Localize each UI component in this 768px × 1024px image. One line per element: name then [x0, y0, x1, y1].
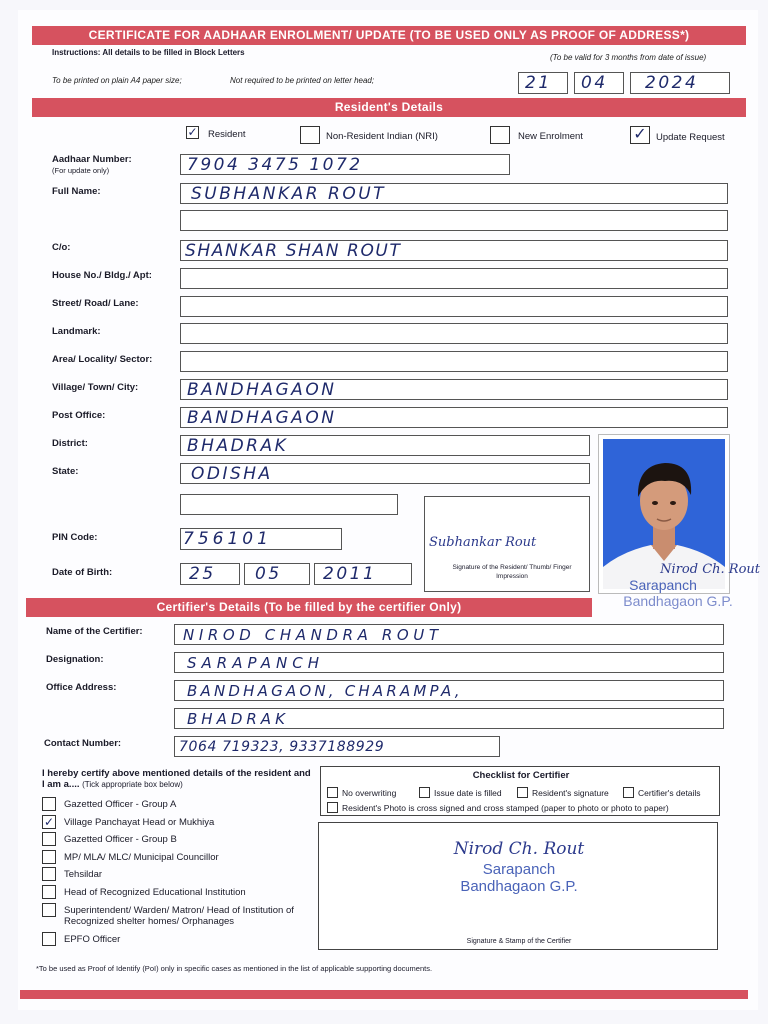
resident-signature: Subhankar Rout — [429, 535, 537, 550]
checklist-title: Checklist for Certifier — [472, 770, 570, 781]
co-field[interactable] — [180, 240, 728, 261]
superintendent-checkbox[interactable] — [42, 903, 56, 917]
office-address-field-2[interactable] — [174, 708, 724, 729]
certify-statement: I hereby certify above mentioned details of the resident and I am a.... (Tick appropriate box below) — [42, 768, 311, 790]
street-label: Street/ Road/ Lane: — [52, 298, 139, 309]
certifier-name-value: NIROD CHANDRA ROUT — [183, 626, 443, 644]
co-value: SHANKAR SHAN ROUT — [185, 241, 402, 261]
dob-year-value: 2011 — [323, 564, 377, 584]
checklist-box — [320, 766, 720, 816]
post-office-label: Post Office: — [52, 410, 106, 421]
issue-month-value: 04 — [581, 73, 608, 93]
certificate-form — [18, 10, 758, 1010]
resident-checkbox[interactable]: ✓ — [187, 125, 198, 139]
certifier-name-label: Name of the Certifier: — [46, 626, 143, 637]
superintendent-label: Superintendent/ Warden/ Matron/ Head of Institution of Recognized shelter homes/ Orphanages — [64, 905, 294, 927]
village-value: BANDHAGAON — [187, 380, 337, 400]
street-field[interactable] — [180, 296, 728, 317]
dob-year-field[interactable] — [314, 563, 412, 585]
pin-field[interactable] — [180, 528, 342, 550]
issue-date-checkbox[interactable] — [419, 787, 430, 798]
dob-month-field[interactable] — [244, 563, 310, 585]
co-label: C/o: — [52, 242, 71, 253]
bottom-bar — [20, 990, 748, 999]
photo-cross-signed-checkbox[interactable] — [327, 802, 338, 813]
house-label: House No./ Bldg./ Apt: — [52, 270, 152, 281]
nri-checkbox[interactable] — [300, 126, 320, 144]
letterhead-note: Not required to be printed on letter head; — [230, 76, 375, 85]
issue-day-field[interactable] — [518, 72, 568, 94]
gazetted-b-label: Gazetted Officer - Group B — [64, 834, 177, 845]
designation-value: SARAPANCH — [187, 654, 324, 672]
district-field[interactable] — [180, 435, 590, 456]
nri-label: Non-Resident Indian (NRI) — [326, 131, 438, 142]
photo-cross-stamp — [578, 562, 768, 609]
panchayat-head-label: Village Panchayat Head or Mukhiya — [64, 817, 215, 828]
full-name-field[interactable] — [180, 183, 728, 204]
office-address-field[interactable] — [174, 680, 724, 701]
validity-note: (To be valid for 3 months from date of issue) — [550, 53, 707, 62]
full-name-label: Full Name: — [52, 186, 101, 197]
certifier-stamp-sign: Nirod Ch. Rout — [453, 839, 585, 859]
update-request-checkbox[interactable]: ✓ — [630, 126, 650, 144]
resident-label: Resident — [208, 129, 246, 140]
tehsildar-checkbox[interactable] — [42, 867, 56, 881]
footnote: *To be used as Proof of Identify (PoI) only in specific cases as mentioned in the list of applicable supporting documents. — [36, 964, 433, 973]
office-address-value-1: BANDHAGAON, CHARAMPA, — [187, 682, 463, 700]
dob-label: Date of Birth: — [52, 567, 113, 578]
panchayat-head-checkbox[interactable]: ✓ — [43, 815, 55, 829]
contact-label: Contact Number: — [44, 738, 122, 749]
form-title: CERTIFICATE FOR AADHAAR ENROLMENT/ UPDATE (TO BE USED ONLY AS PROOF OF ADDRESS*) — [32, 26, 746, 45]
head-edu-checkbox[interactable] — [42, 885, 56, 899]
certifier-stamp-line2: Bandhagaon G.P. — [460, 878, 578, 895]
full-name-value: SUBHANKAR ROUT — [191, 184, 387, 204]
new-enrolment-label: New Enrolment — [518, 131, 583, 142]
certifier-stamp — [419, 839, 619, 895]
signature-caption: Signature of the Resident/ Thumb/ Finger Impression — [452, 564, 572, 580]
full-name-field-2[interactable] — [180, 210, 728, 231]
aadhaar-value: 7904 3475 1072 — [187, 155, 363, 175]
state-field[interactable] — [180, 463, 590, 484]
gazetted-a-label: Gazetted Officer - Group A — [64, 799, 177, 810]
extra-address-field[interactable] — [180, 494, 398, 515]
issue-year-value: 2024 — [645, 73, 699, 93]
aadhaar-label: Aadhaar Number: (For update only) — [52, 154, 132, 175]
photo-stamp-line2: Bandhagaon G.P. — [623, 593, 733, 609]
stamp-caption: Signature & Stamp of the Certifier — [466, 938, 572, 945]
aadhaar-field[interactable] — [180, 154, 510, 175]
gazetted-b-checkbox[interactable] — [42, 832, 56, 846]
issue-month-field[interactable] — [574, 72, 624, 94]
state-value: ODISHA — [191, 464, 273, 484]
landmark-field[interactable] — [180, 323, 728, 344]
post-office-value: BANDHAGAON — [187, 408, 337, 428]
landmark-label: Landmark: — [52, 326, 101, 337]
mp-mla-checkbox[interactable] — [42, 850, 56, 864]
issue-date-label: Issue date is filled — [434, 788, 502, 798]
area-label: Area/ Locality/ Sector: — [52, 354, 153, 365]
no-overwriting-checkbox[interactable] — [327, 787, 338, 798]
pin-label: PIN Code: — [52, 532, 98, 543]
pin-value: 756101 — [183, 529, 272, 549]
issue-year-field[interactable] — [630, 72, 730, 94]
office-address-value-2: BHADRAK — [187, 710, 289, 728]
dob-day-value: 25 — [189, 564, 216, 584]
tehsildar-label: Tehsildar — [64, 869, 103, 880]
designation-label: Designation: — [46, 654, 104, 665]
designation-field[interactable] — [174, 652, 724, 673]
dob-month-value: 05 — [255, 564, 282, 584]
post-office-field[interactable] — [180, 407, 728, 428]
certifiers-details-header: Certifier's Details (To be filled by the certifier Only) — [26, 598, 592, 617]
mp-mla-label: MP/ MLA/ MLC/ Municipal Councillor — [64, 852, 219, 863]
certifier-name-field[interactable] — [174, 624, 724, 645]
certifier-stamp-line1: Sarapanch — [482, 861, 556, 878]
certifier-details-checkbox[interactable] — [623, 787, 634, 798]
photo-stamp-line1: Sarapanch — [629, 577, 697, 593]
contact-value: 7064 719323, 9337188929 — [179, 739, 385, 755]
residents-details-header: Resident's Details — [32, 98, 746, 117]
photo-stamp-sign: Nirod Ch. Rout — [660, 562, 760, 577]
no-overwriting-label: No overwriting — [342, 788, 397, 798]
certifier-details-label: Certifier's details — [638, 788, 701, 798]
certifier-stamp-box[interactable] — [318, 822, 718, 950]
dob-day-field[interactable] — [180, 563, 240, 585]
resident-signature-checkbox[interactable] — [517, 787, 528, 798]
district-value: BHADRAK — [187, 436, 289, 456]
update-request-label: Update Request — [656, 132, 725, 143]
gazetted-a-checkbox[interactable] — [42, 797, 56, 811]
contact-field[interactable] — [174, 736, 500, 757]
district-label: District: — [52, 438, 88, 449]
photo-cross-signed-label: Resident's Photo is cross signed and cross stamped (paper to photo or photo to paper) — [342, 803, 669, 813]
village-field[interactable] — [180, 379, 728, 400]
village-label: Village/ Town/ City: — [52, 382, 139, 393]
issue-day-value: 21 — [525, 73, 552, 93]
resident-signature-label: Resident's signature — [532, 788, 609, 798]
instructions: Instructions: All details to be filled in Block Letters — [52, 48, 245, 57]
office-address-label: Office Address: — [46, 682, 117, 693]
new-enrolment-checkbox[interactable] — [490, 126, 510, 144]
paper-note: To be printed on plain A4 paper size; — [52, 76, 182, 85]
head-edu-label: Head of Recognized Educational Institution — [64, 887, 246, 898]
state-label: State: — [52, 466, 79, 477]
house-field[interactable] — [180, 268, 728, 289]
epfo-label: EPFO Officer — [64, 934, 121, 945]
area-field[interactable] — [180, 351, 728, 372]
epfo-checkbox[interactable] — [42, 932, 56, 946]
